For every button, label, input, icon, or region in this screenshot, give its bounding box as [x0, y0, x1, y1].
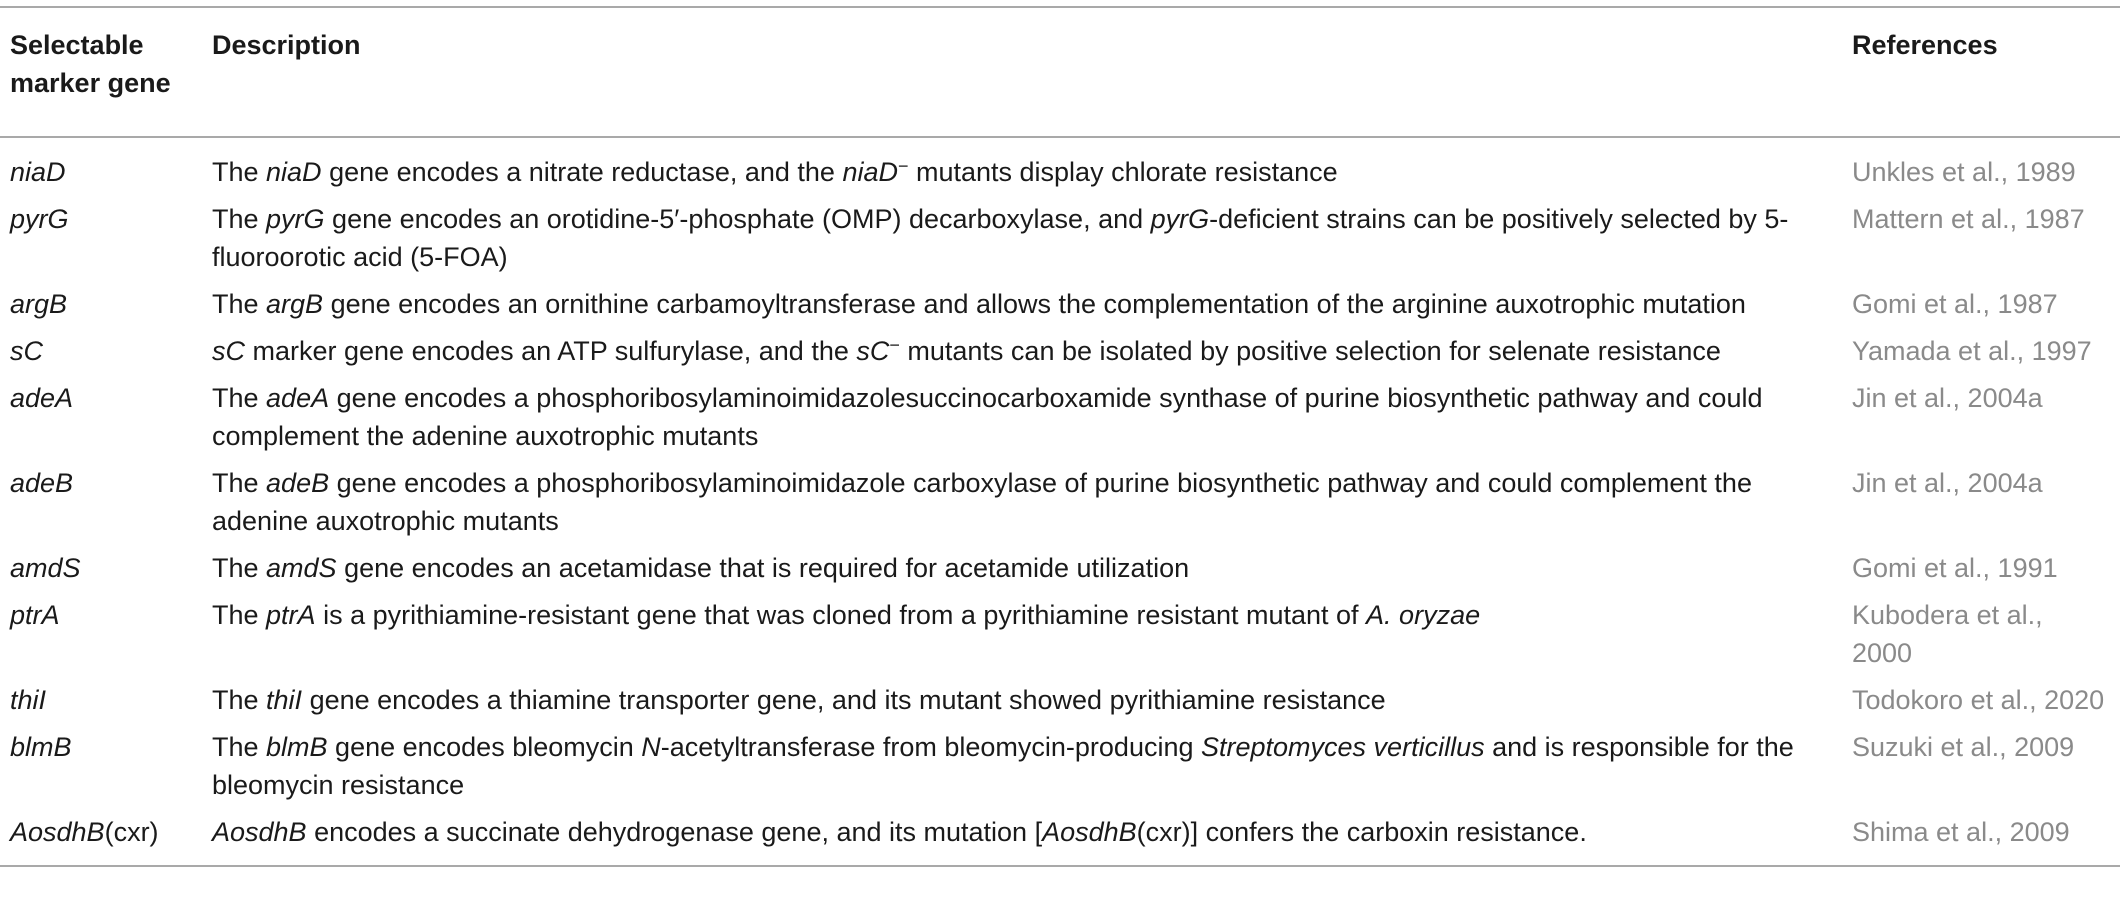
italic-text: AosdhB — [10, 817, 105, 847]
italic-text: argB — [266, 289, 324, 319]
text-run: marker gene encodes an ATP sulfurylase, and the — [245, 336, 857, 366]
cell-marker-gene — [0, 679, 202, 726]
italic-text: N — [641, 732, 661, 762]
text-run: gene encodes a thiamine transporter gene, and its mutant showed pyrithiamine resistance — [302, 685, 1386, 715]
italic-text: amdS — [10, 553, 81, 583]
text-run: mutants display chlorate resistance — [908, 157, 1338, 187]
table-header — [0, 7, 2120, 137]
cell-reference: Shima et al., 2009 — [1852, 817, 2070, 847]
cell-marker-gene — [0, 726, 202, 811]
text-run: The — [212, 204, 267, 234]
text-run: mutants can be isolated by positive selection for selenate resistance — [899, 336, 1721, 366]
text-run: The — [212, 553, 267, 583]
text-run: The — [212, 468, 267, 498]
superscript-minus: − — [897, 156, 909, 176]
cell-description — [202, 547, 1842, 594]
table-row — [0, 726, 2120, 811]
italic-text: sC — [212, 336, 245, 366]
text-run: The — [212, 157, 267, 187]
header-selectable-marker-gene: Selectable marker gene — [10, 30, 171, 98]
italic-text: thiI — [10, 685, 47, 715]
cell-reference: Mattern et al., 1987 — [1852, 204, 2085, 234]
italic-text: niaD — [266, 157, 322, 187]
italic-text: pyrG — [266, 204, 325, 234]
cell-marker-gene — [0, 283, 202, 330]
table-body — [0, 137, 2120, 866]
cell-marker-gene — [0, 547, 202, 594]
text-run: (cxr)] confers the carboxin resistance. — [1136, 817, 1587, 847]
cell-description — [202, 137, 1842, 198]
header-references: References — [1852, 30, 1998, 60]
italic-text: blmB — [10, 732, 72, 762]
header-description: Description — [212, 30, 361, 60]
table-row — [0, 679, 2120, 726]
header-row — [0, 7, 2120, 137]
text-run: The — [212, 600, 267, 630]
italic-text: pyrG — [1150, 204, 1210, 234]
italic-text: adeB — [266, 468, 330, 498]
italic-text: adeA — [266, 383, 330, 413]
italic-text: blmB — [266, 732, 328, 762]
cell-marker-gene — [0, 811, 202, 866]
italic-text: A. oryzae — [1366, 600, 1481, 630]
cell-reference: Todokoro et al., 2020 — [1852, 685, 2105, 715]
cell-marker-gene — [0, 462, 202, 547]
cell-reference: Gomi et al., 1991 — [1852, 553, 2058, 583]
italic-text: AosdhB — [1042, 817, 1137, 847]
text-run: gene encodes a phosphoribosylaminoimidazolesuccinocarboxamide synthase of purine biosynthetic pathway and could complement the adenine auxotrophic mutants — [212, 383, 1763, 451]
italic-text: thiI — [266, 685, 303, 715]
cell-description — [202, 811, 1842, 866]
text-run: The — [212, 383, 267, 413]
text-run: The — [212, 685, 267, 715]
text-run: gene encodes an acetamidase that is required for acetamide utilization — [336, 553, 1190, 583]
cell-marker-gene — [0, 594, 202, 679]
cell-marker-gene — [0, 198, 202, 283]
cell-description — [202, 198, 1842, 283]
italic-text: adeB — [10, 468, 74, 498]
italic-text: ptrA — [10, 600, 60, 630]
cell-reference: Jin et al., 2004a — [1852, 383, 2043, 413]
cell-reference: Suzuki et al., 2009 — [1852, 732, 2075, 762]
cell-description — [202, 330, 1842, 377]
text-run: (cxr) — [104, 817, 159, 847]
cell-marker-gene — [0, 137, 202, 198]
table-row — [0, 137, 2120, 198]
italic-text: argB — [10, 289, 68, 319]
text-run: The — [212, 289, 267, 319]
cell-reference: Kubodera et al., 2000 — [1852, 600, 2043, 668]
marker-gene-table-container — [0, 6, 2120, 867]
table-row — [0, 283, 2120, 330]
italic-text: AosdhB — [212, 817, 307, 847]
table-row — [0, 594, 2120, 679]
cell-reference: Unkles et al., 1989 — [1852, 157, 2076, 187]
cell-marker-gene — [0, 377, 202, 462]
italic-text: sC — [856, 336, 890, 366]
cell-description — [202, 679, 1842, 726]
text-run: gene encodes a phosphoribosylaminoimidazole carboxylase of purine biosynthetic pathway and could complement the adenine auxotrophic mutants — [212, 468, 1752, 536]
italic-text: niaD — [842, 157, 898, 187]
table-row — [0, 811, 2120, 866]
text-run: gene encodes bleomycin — [327, 732, 642, 762]
italic-text: Streptomyces verticillus — [1201, 732, 1485, 762]
text-run: gene encodes an orotidine-5′-phosphate (OMP) decarboxylase, and — [324, 204, 1151, 234]
table-row — [0, 547, 2120, 594]
italic-text: ptrA — [266, 600, 316, 630]
cell-reference: Gomi et al., 1987 — [1852, 289, 2058, 319]
cell-reference: Yamada et al., 1997 — [1852, 336, 2092, 366]
italic-text: pyrG — [10, 204, 69, 234]
italic-text: niaD — [10, 157, 66, 187]
cell-description — [202, 462, 1842, 547]
text-run: is a pyrithiamine-resistant gene that was cloned from a pyrithiamine resistant mutant of — [315, 600, 1367, 630]
table-row — [0, 198, 2120, 283]
text-run: The — [212, 732, 267, 762]
text-run: encodes a succinate dehydrogenase gene, and its mutation [ — [306, 817, 1043, 847]
table-row — [0, 462, 2120, 547]
text-run: gene encodes an ornithine carbamoyltransferase and allows the complementation of the arginine auxotrophic mutation — [323, 289, 1746, 319]
italic-text: amdS — [266, 553, 337, 583]
table-row — [0, 330, 2120, 377]
cell-description — [202, 594, 1842, 679]
cell-description — [202, 726, 1842, 811]
italic-text: adeA — [10, 383, 74, 413]
superscript-minus: − — [889, 335, 900, 355]
cell-description — [202, 377, 1842, 462]
cell-description — [202, 283, 1842, 330]
cell-reference: Jin et al., 2004a — [1852, 468, 2043, 498]
text-run: -deficient strains can be positively selected by 5-fluoroorotic acid (5-FOA) — [212, 204, 1789, 272]
italic-text: sC — [10, 336, 43, 366]
marker-gene-table — [0, 6, 2120, 867]
table-row — [0, 377, 2120, 462]
text-run: -acetyltransferase from bleomycin-producing — [660, 732, 1201, 762]
text-run: gene encodes a nitrate reductase, and the — [321, 157, 843, 187]
cell-marker-gene — [0, 330, 202, 377]
text-run: and is responsible for the bleomycin resistance — [212, 732, 1794, 800]
